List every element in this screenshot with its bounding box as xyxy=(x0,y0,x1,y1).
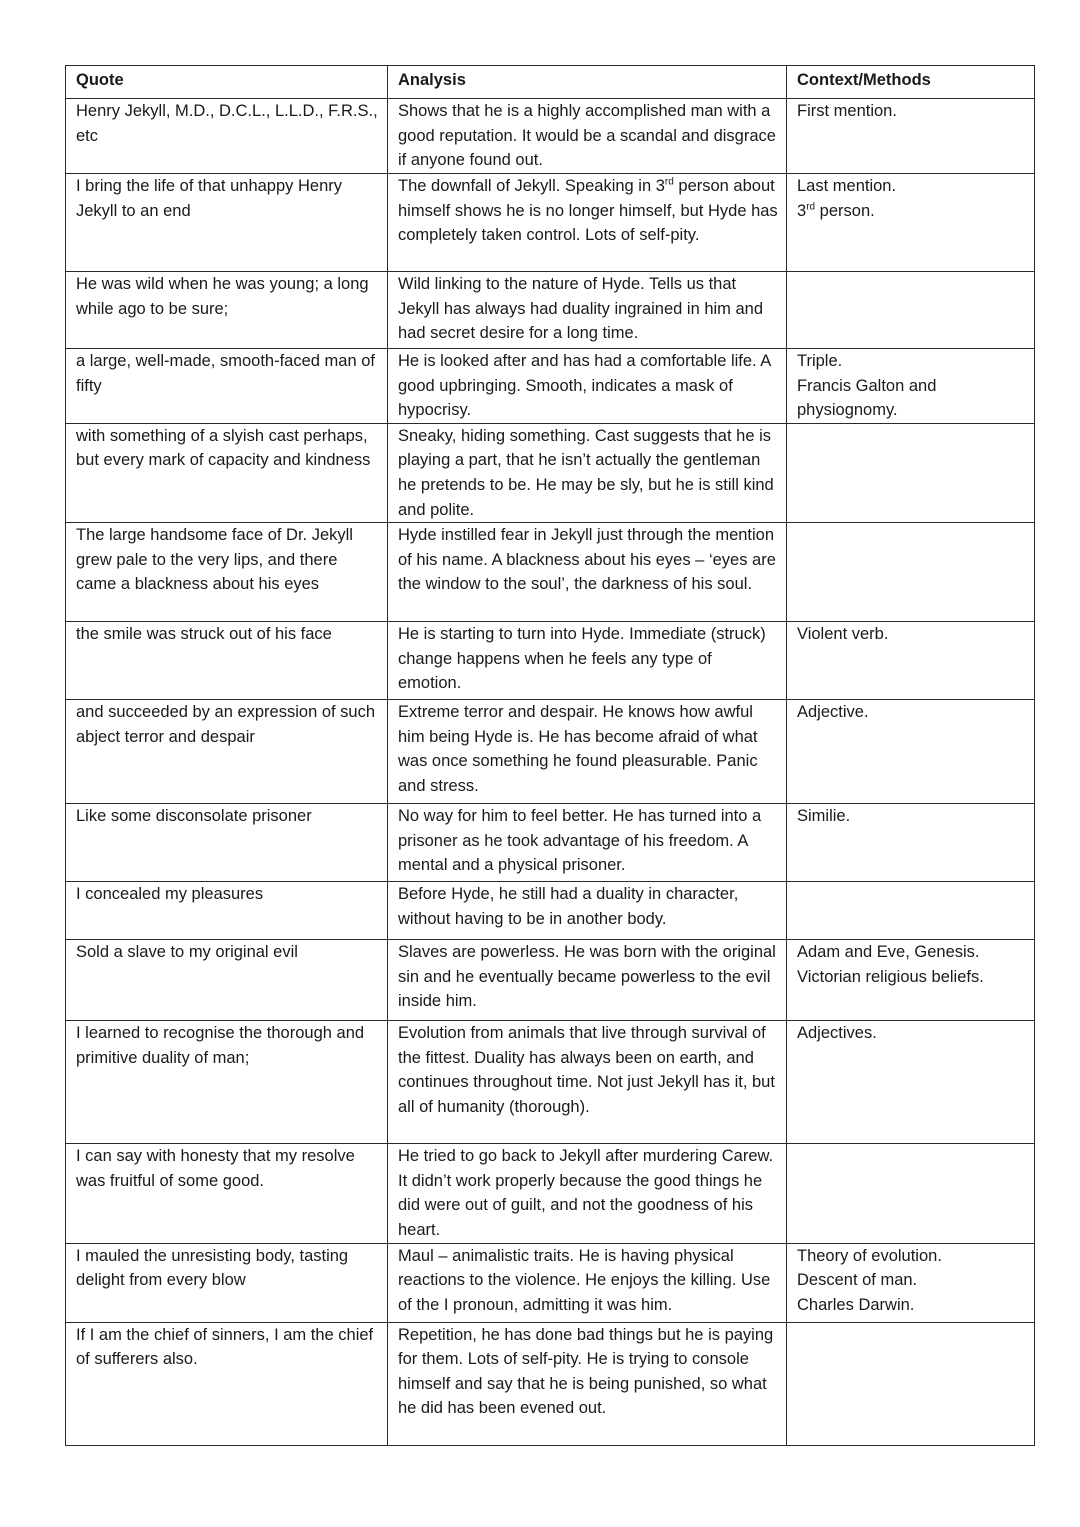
table-row xyxy=(66,1243,1035,1322)
context-text: Similie. xyxy=(797,807,851,826)
quote-text: Sold a slave to my original evil xyxy=(76,943,298,962)
quote-cell xyxy=(66,174,388,272)
analysis-text: Sneaky, hiding something. Cast suggests that he is playing a part, that he isn’t actually the gentleman he pretends to be. He may be sly, but he is still kind and polite. xyxy=(398,426,774,519)
context-text: Descent of man. xyxy=(797,1271,918,1290)
table-row xyxy=(66,1144,1035,1243)
header-analysis: Analysis xyxy=(388,66,787,99)
quote-cell xyxy=(66,804,388,882)
analysis-cell xyxy=(388,804,787,882)
document-page xyxy=(65,65,1034,1446)
quote-text: I concealed my pleasures xyxy=(76,885,264,904)
analysis-text: He is starting to turn into Hyde. Immediate (struck) change happens when he feels any type of emotion. xyxy=(398,625,766,693)
quote-cell xyxy=(66,700,388,804)
table-row xyxy=(66,622,1035,700)
analysis-cell xyxy=(388,700,787,804)
quote-text: The large handsome face of Dr. Jekyll grew pale to the very lips, and there came a blackness about his eyes xyxy=(76,526,353,594)
analysis-cell xyxy=(388,1322,787,1445)
quote-cell xyxy=(66,622,388,700)
analysis-text: He tried to go back to Jekyll after murdering Carew. It didn’t work properly because the good things he did were out of guilt, and not the goodness of his heart. xyxy=(398,1147,774,1239)
table-row xyxy=(66,523,1035,622)
table-row xyxy=(66,174,1035,272)
analysis-text: Wild linking to the nature of Hyde. Tells us that Jekyll has always had duality ingrained in him and had secret desire for a long time. xyxy=(398,275,764,343)
analysis-cell xyxy=(388,940,787,1021)
analysis-text: The downfall of Jekyll. Speaking in 3rd person about himself shows he is no longer himself, but Hyde has completely taken control. Lots of self-pity. xyxy=(398,176,778,245)
analysis-cell xyxy=(388,1021,787,1144)
quote-cell xyxy=(66,99,388,174)
quote-text: Like some disconsolate prisoner xyxy=(76,807,312,826)
analysis-text: Evolution from animals that live through survival of the fittest. Duality has always been on earth, and continues throughout time. Not just Jekyll has it, but all of humanity (thorough). xyxy=(398,1024,775,1116)
context-cell xyxy=(787,272,1035,349)
analysis-cell xyxy=(388,99,787,174)
header-quote: Quote xyxy=(66,66,388,99)
table-row xyxy=(66,804,1035,882)
context-cell xyxy=(787,940,1035,1021)
quote-cell xyxy=(66,349,388,424)
context-text: Triple. xyxy=(797,352,843,370)
context-cell xyxy=(787,1322,1035,1445)
quotes-analysis-table xyxy=(65,65,1035,1446)
context-text: 3rd person. xyxy=(797,201,875,220)
quote-text: and succeeded by an expression of such abject terror and despair xyxy=(76,703,376,746)
quote-text: I learned to recognise the thorough and primitive duality of man; xyxy=(76,1024,365,1067)
table-row xyxy=(66,700,1035,804)
context-text: Adam and Eve, Genesis. xyxy=(797,943,980,962)
table-row xyxy=(66,349,1035,424)
context-cell xyxy=(787,99,1035,174)
analysis-text: No way for him to feel better. He has turned into a prisoner as he took advantage of his freedom. A mental and a physical prisoner. xyxy=(398,807,762,875)
quote-cell xyxy=(66,1144,388,1243)
context-cell xyxy=(787,1243,1035,1322)
analysis-text: Shows that he is a highly accomplished man with a good reputation. It would be a scandal and disgrace if anyone found out. xyxy=(398,102,776,170)
analysis-cell xyxy=(388,1243,787,1322)
context-cell xyxy=(787,174,1035,272)
analysis-text: Maul – animalistic traits. He is having physical reactions to the violence. He enjoys the killing. Use of the I pronoun, admitting it was him. xyxy=(398,1246,771,1314)
table-row xyxy=(66,1021,1035,1144)
context-cell xyxy=(787,423,1035,522)
analysis-cell xyxy=(388,1144,787,1243)
context-cell xyxy=(787,882,1035,940)
context-cell xyxy=(787,622,1035,700)
analysis-text: Repetition, he has done bad things but he is paying for them. Lots of self-pity. He is trying to console himself and say that he is being punished, so what he did has been evened out. xyxy=(398,1325,774,1418)
table-row xyxy=(66,882,1035,940)
quote-text: If I am the chief of sinners, I am the chief of sufferers also. xyxy=(76,1325,374,1369)
table-row xyxy=(66,272,1035,349)
quote-text: a large, well-made, smooth-faced man of fifty xyxy=(76,352,375,395)
context-text: First mention. xyxy=(797,102,897,120)
context-cell xyxy=(787,700,1035,804)
quote-text: the smile was struck out of his face xyxy=(76,625,332,644)
quote-text: with something of a slyish cast perhaps, but every mark of capacity and kindness xyxy=(76,426,371,470)
analysis-cell xyxy=(388,423,787,522)
quote-text: I bring the life of that unhappy Henry Jekyll to an end xyxy=(76,177,342,220)
context-text: Victorian religious beliefs. xyxy=(797,967,984,986)
analysis-cell xyxy=(388,523,787,622)
context-cell xyxy=(787,349,1035,424)
analysis-text: Before Hyde, he still had a duality in character, without having to be in another body. xyxy=(398,885,739,928)
quote-text: I can say with honesty that my resolve was fruitful of some good. xyxy=(76,1147,355,1190)
context-cell xyxy=(787,1144,1035,1243)
quote-text: He was wild when he was young; a long while ago to be sure; xyxy=(76,275,369,318)
header-context-methods: Context/Methods xyxy=(787,66,1035,99)
quote-cell xyxy=(66,1243,388,1322)
quote-cell xyxy=(66,940,388,1021)
analysis-cell xyxy=(388,622,787,700)
quote-text: I mauled the unresisting body, tasting delight from every blow xyxy=(76,1246,349,1290)
analysis-cell xyxy=(388,349,787,424)
context-cell xyxy=(787,523,1035,622)
quote-cell xyxy=(66,423,388,522)
analysis-cell xyxy=(388,174,787,272)
analysis-text: Hyde instilled fear in Jekyll just through the mention of his name. A blackness about his eyes – ‘eyes are the window to the soul’, the darkness of his soul. xyxy=(398,526,776,594)
quote-cell xyxy=(66,1021,388,1144)
table-row xyxy=(66,423,1035,522)
context-text: Theory of evolution. xyxy=(797,1246,942,1265)
quote-cell xyxy=(66,272,388,349)
table-header-row xyxy=(66,66,1035,99)
quote-cell xyxy=(66,882,388,940)
table-row xyxy=(66,940,1035,1021)
quote-text: Henry Jekyll, M.D., D.C.L., L.L.D., F.R.S., etc xyxy=(76,102,378,145)
table-row xyxy=(66,99,1035,174)
table-row xyxy=(66,1322,1035,1445)
analysis-cell xyxy=(388,272,787,349)
context-text: Violent verb. xyxy=(797,625,889,644)
analysis-text: He is looked after and has had a comfortable life. A good upbringing. Smooth, indicates a mask of hypocrisy. xyxy=(398,352,771,420)
quote-cell xyxy=(66,1322,388,1445)
context-cell xyxy=(787,804,1035,882)
analysis-text: Slaves are powerless. He was born with the original sin and he eventually became powerless to the evil inside him. xyxy=(398,943,776,1011)
context-text: Last mention. xyxy=(797,177,897,195)
context-cell xyxy=(787,1021,1035,1144)
context-text: Charles Darwin. xyxy=(797,1295,915,1314)
context-text: Adjective. xyxy=(797,703,869,722)
quote-cell xyxy=(66,523,388,622)
analysis-text: Extreme terror and despair. He knows how awful him being Hyde is. He has become afraid of what was once something he found pleasurable. Panic and stress. xyxy=(398,703,758,795)
context-text: Francis Galton and physiognomy. xyxy=(797,376,937,420)
context-text: Adjectives. xyxy=(797,1024,877,1043)
analysis-cell xyxy=(388,882,787,940)
